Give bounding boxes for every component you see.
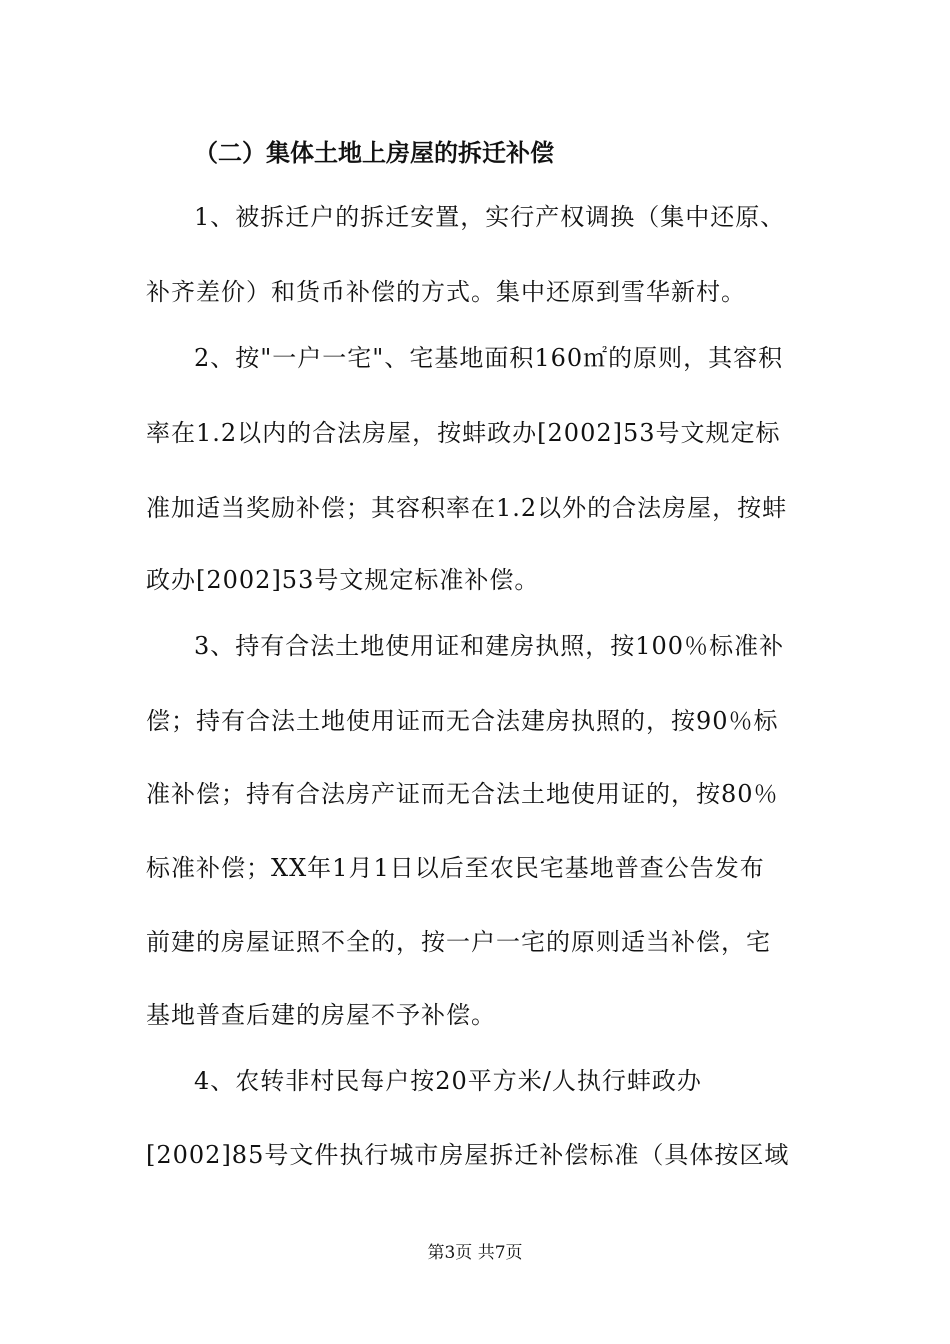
paragraph-1-line-2: 补齐差价）和货币补偿的方式。集中还原到雪华新村。 — [146, 278, 746, 306]
paragraph-3-line-1: 3、持有合法土地使用证和建房执照，按100％标准补 — [194, 632, 785, 660]
paragraph-4-line-2: [2002]85号文件执行城市房屋拆迁补偿标准（具体按区域 — [146, 1141, 790, 1169]
paragraph-3-line-4: 标准补偿；XX年1月1日以后至农民宅基地普查公告发布 — [146, 854, 765, 882]
paragraph-3-line-2: 偿；持有合法土地使用证而无合法建房执照的，按90％标 — [146, 707, 779, 735]
paragraph-2-line-2: 率在1.2以内的合法房屋，按蚌政办[2002]53号文规定标 — [146, 419, 781, 447]
paragraph-2-line-1: 2、按"一户一宅"、宅基地面积160㎡的原则，其容积 — [194, 344, 784, 372]
paragraph-2-line-3: 准加适当奖励补偿；其容积率在1.2以外的合法房屋，按蚌 — [146, 494, 788, 522]
paragraph-4-line-1: 4、农转非村民每户按20平方米/人执行蚌政办 — [194, 1067, 702, 1095]
page-number-footer: 第3页 共7页 — [427, 1243, 523, 1263]
paragraph-3-line-5: 前建的房屋证照不全的，按一户一宅的原则适当补偿，宅 — [146, 928, 771, 956]
section-heading: （二）集体土地上房屋的拆迁补偿 — [194, 139, 554, 167]
paragraph-3-line-6: 基地普查后建的房屋不予补偿。 — [146, 1001, 496, 1029]
paragraph-2-line-4: 政办[2002]53号文规定标准补偿。 — [146, 566, 540, 594]
paragraph-1-line-1: 1、被拆迁户的拆迁安置，实行产权调换（集中还原、 — [194, 203, 786, 231]
paragraph-3-line-3: 准补偿；持有合法房产证而无合法土地使用证的，按80％ — [146, 780, 779, 808]
